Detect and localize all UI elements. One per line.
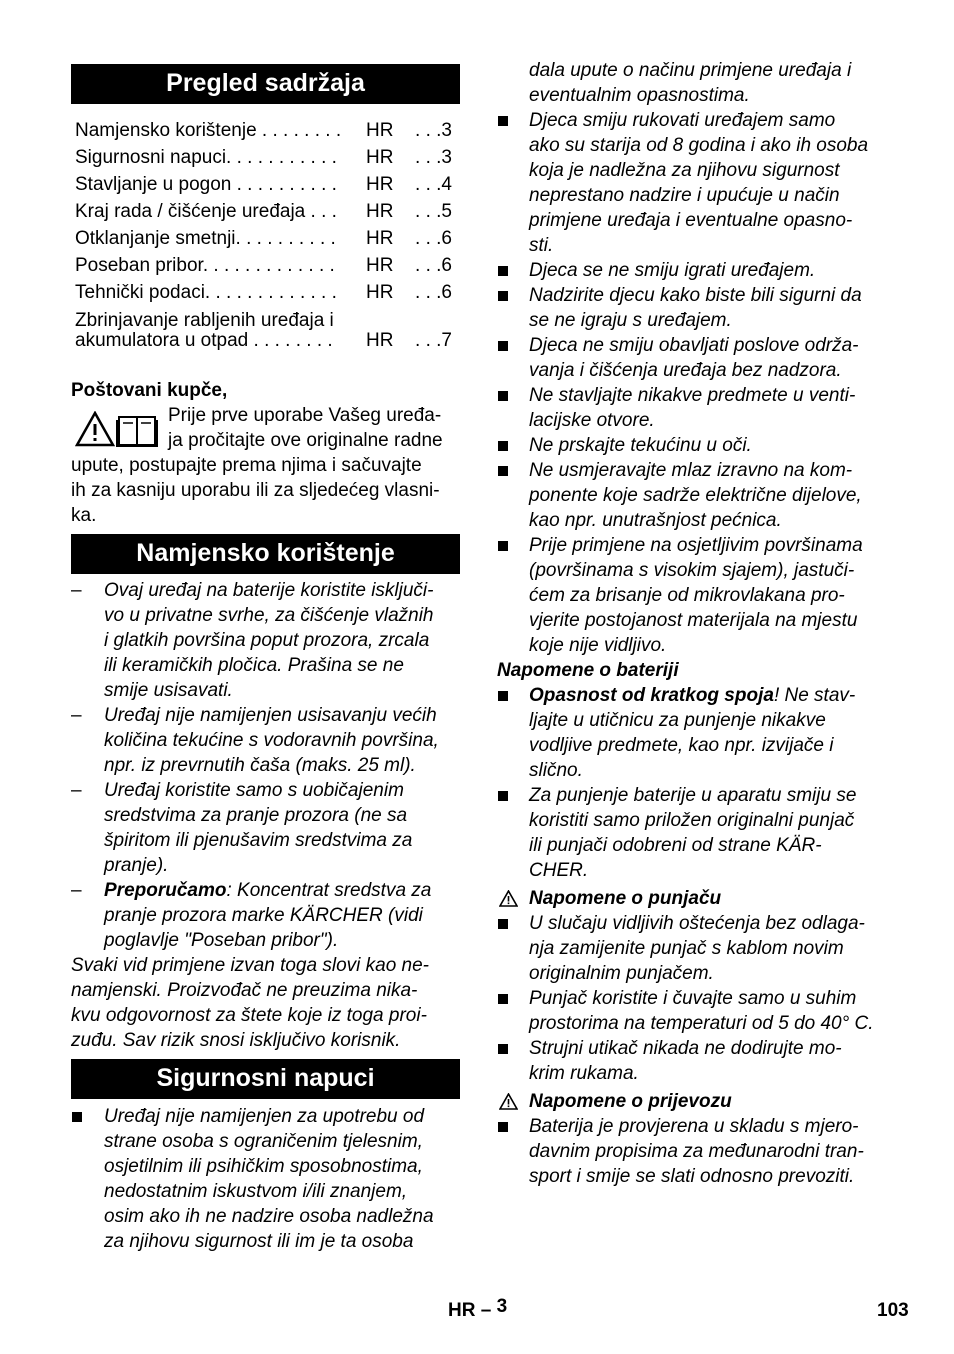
list-item-line: ili punjači odobreni od strane KÄR- (529, 835, 822, 856)
toc-entry-text: Tehnički podaci (75, 282, 205, 303)
toc-entry-text: Poseban pribor (75, 255, 203, 276)
list-item-line (529, 683, 855, 708)
toc-entry-text: Stavljanje u pogon (75, 174, 232, 195)
bullet-square (498, 391, 508, 401)
list-item-line: prostorima na temperaturi od 5 do 40° C. (529, 1013, 874, 1034)
toc-entry-text: Kraj rada / čišćenje uređaja (75, 201, 306, 222)
list-item-line: Baterija je provjerena u skladu s mjero- (529, 1116, 859, 1137)
list-item-line: nedostatnim iskustvom i/ili znanjem, (104, 1181, 408, 1202)
toc-entry-lang: HR (366, 201, 394, 222)
bullet-square (498, 691, 508, 701)
toc-entry-page: . . .4 (415, 174, 452, 195)
list-item-line: neprestano nadzire i upućuje u način (529, 185, 840, 206)
list-item-line: za njihovu sigurnost ili im je ta osoba (104, 1231, 414, 1252)
toc-entry-text: Namjensko korištenje (75, 120, 257, 141)
list-item-line: Uređaj nije namijenjen usisavanju većih (104, 705, 437, 726)
dash-bullet: – (71, 705, 82, 726)
toc-entry-dots: . . . . . . . . . . . (226, 147, 337, 168)
list-item-line: Za punjenje baterije u aparatu smiju se (529, 785, 857, 806)
list-item-line: npr. iz prevrnutih čaša (maks. 25 ml). (104, 755, 416, 776)
list-item-line: koristiti samo priložen originalni punjač (529, 810, 855, 831)
list-item-line: strane osoba s ograničenim tjelesnim, (104, 1131, 423, 1152)
toc-entry-dots: . . . . . . . . (256, 120, 342, 141)
list-item-text: ! Ne stav- (773, 685, 856, 706)
intro-line-4: ih za kasniju uporabu ili za sljedećeg vlasni- (71, 480, 440, 501)
intro-line-3: upute, postupajte prema njima i sačuvajte (71, 455, 422, 476)
bullet-square (72, 1112, 82, 1122)
toc-heading: Pregled sadržaja (71, 64, 460, 104)
footer-dash: – (480, 1300, 492, 1321)
warning-icon (499, 1093, 518, 1115)
toc-entry-text: akumulatora u otpad (75, 330, 249, 351)
battery-heading: Napomene o bateriji (497, 660, 679, 681)
list-item-line: U slučaju vidljivih oštećenja bez odlaga- (529, 913, 865, 934)
intro-line-5: ka. (71, 505, 97, 526)
toc-entry-dots: . . . . . . . . . . (235, 228, 336, 249)
toc-entry-page: . . .7 (415, 330, 452, 351)
list-item-line: originalnim punjačem. (529, 963, 714, 984)
list-item-line: Ne prskajte tekućinu u oči. (529, 435, 752, 456)
toc-entry-page: . . .6 (415, 228, 452, 249)
bullet-square (498, 116, 508, 126)
list-item-line: sport i smije se slati odnosno prevoziti. (529, 1166, 855, 1187)
list-item-line: vanja i čišćenja uređaja bez nadzora. (529, 360, 842, 381)
toc-entry-dots: . . . (305, 201, 337, 222)
list-item-line: Djeca smiju rukovati uređajem samo (529, 110, 836, 131)
toc-entry-text: Otklanjanje smetnji (75, 228, 236, 249)
list-item-line: sti. (529, 235, 554, 256)
list-item-line: (površinama s visokim sjajem), jastuči- (529, 560, 855, 581)
toc-entry-lang: HR (366, 228, 394, 249)
list-item-line (104, 878, 431, 903)
bullet-square (498, 1044, 508, 1054)
bullet-square (498, 266, 508, 276)
list-item-line: osim ako ih ne nadzire osoba nadležna (104, 1206, 434, 1227)
toc-entry-lang: HR (366, 174, 394, 195)
toc-entry-title (75, 202, 337, 222)
safety-heading: Sigurnosni napuci (71, 1059, 460, 1099)
list-item-line: davnim propisima za međunarodni tran- (529, 1141, 864, 1162)
toc-entry-title (75, 121, 341, 141)
list-item-line: kao npr. unutrašnjost pećnica. (529, 510, 782, 531)
list-item-line: Djeca ne smiju obavljati poslove održa- (529, 335, 859, 356)
dash-bullet: – (71, 880, 82, 901)
list-item-line: se ne igraju s uređajem. (529, 310, 732, 331)
list-item-line: ili keramičkih pločica. Prašina se ne (104, 655, 404, 676)
toc-entry-text: Sigurnosni napuci (75, 147, 227, 168)
toc-entry-page: . . .6 (415, 255, 452, 276)
bullet-square (498, 541, 508, 551)
list-item-line: krim rukama. (529, 1063, 639, 1084)
dash-bullet: – (71, 780, 82, 801)
list-item-line: količina tekućine s vodoravnih površina, (104, 730, 439, 751)
dash-bullet: – (71, 580, 82, 601)
emphasis: Opasnost od kratkog spoja (529, 685, 774, 706)
intro-line-2: ja pročitajte ove originalne radne (168, 430, 443, 451)
list-item-line: Nadzirite djecu kako biste bili sigurni da (529, 285, 862, 306)
bullet-square (498, 1122, 508, 1132)
toc-entry-title (75, 331, 333, 351)
toc-entry-page: . . .5 (415, 201, 452, 222)
bullet-square (498, 441, 508, 451)
list-item-line: Punjač koristite i čuvajte samo u suhim (529, 988, 857, 1009)
transport-heading: Napomene o prijevozu (529, 1091, 732, 1112)
list-item-line: pranje). (104, 855, 169, 876)
toc-entry-title (75, 283, 337, 303)
closing-line: zиđu. Sav rizik snosi isključivo korisnik. (71, 1030, 401, 1051)
bullet-square (498, 291, 508, 301)
list-item-line: ponente koje sadrže električne dijelove, (529, 485, 862, 506)
toc-entry-title (75, 229, 336, 249)
closing-line: Svaki vid primjene izvan toga slovi kao ne- (71, 955, 430, 976)
list-item-line: ljajte u utičnicu za punjenje nikakve (529, 710, 826, 731)
toc-entry-lang: HR (366, 120, 394, 141)
list-item-line: poglavlje "Poseban pribor"). (104, 930, 339, 951)
bullet-square (498, 919, 508, 929)
bullet-square (498, 791, 508, 801)
toc-entry-title: Zbrinjavanje rabljenih uređaja i (75, 310, 334, 331)
list-item-line: Ovaj uređaj na baterije koristite isključi- (104, 580, 434, 601)
list-item-line: Uređaj nije namijenjen za upotrebu od (104, 1106, 425, 1127)
list-item-line: vjerite postojanost materijala na mjestu (529, 610, 858, 631)
list-item-line: smije usisavati. (104, 680, 233, 701)
list-item-line: dala upute o načinu primjene uređaja i (529, 60, 852, 81)
bullet-square (498, 466, 508, 476)
list-item-line: Prije primjene na osjetljivim površinama (529, 535, 863, 556)
list-item-line: lacijske otvore. (529, 410, 655, 431)
toc-entry-lang: HR (366, 147, 394, 168)
list-item-line: osjetilnim ili psihičkim sposobnostima, (104, 1156, 423, 1177)
closing-line: namjenski. Proizvođač ne preuzima nika- (71, 980, 418, 1001)
intended-use-heading: Namjensko korištenje (71, 534, 460, 574)
list-item-line: i glatkih površina poput prozora, zrcala (104, 630, 430, 651)
emphasis: Preporučamo (104, 880, 227, 901)
toc-entry-lang: HR (366, 330, 394, 351)
list-item-line: primjene uređaja i eventualne opasno- (529, 210, 853, 231)
intro-line-1: Prije prve uporabe Vašeg uređa- (168, 405, 442, 426)
list-item-line: koje nije vidljivo. (529, 635, 667, 656)
list-item-line: vodljive predmete, kao npr. izvijače i (529, 735, 834, 756)
list-item-line: koja je nadležna za njihovu sigurnost (529, 160, 840, 181)
charger-heading: Napomene o punjaču (529, 888, 722, 909)
list-item-line: slično. (529, 760, 583, 781)
list-item-text: : Koncentrat sredstva za (226, 880, 432, 901)
list-item-line: ako su starija od 8 godina i ako ih osoba (529, 135, 869, 156)
list-item-line: CHER. (529, 860, 589, 881)
list-item-line: nja zamijenite punjač s kablom novim (529, 938, 844, 959)
footer-section (448, 1296, 508, 1322)
toc-entry-title (75, 175, 337, 195)
list-item-line: sredstvima za pranje prozora (ne sa (104, 805, 408, 826)
list-item-line: pranje prozora marke KÄRCHER (vidi (104, 905, 423, 926)
list-item-line: Ne stavljajte nikakve predmete u venti- (529, 385, 856, 406)
toc-entry-lang: HR (366, 255, 394, 276)
toc-entry-dots: . . . . . . . . (248, 330, 333, 351)
bullet-square (498, 341, 508, 351)
list-item-line: Ne usmjeravajte mlaz izravno na kom- (529, 460, 853, 481)
list-item-line: ćem za brisanje od mikrovlakana pro- (529, 585, 845, 606)
toc-entry-dots: . . . . . . . . . . . . . (202, 255, 335, 276)
list-item-line: špiritom ili pjenušavim sredstvima za (104, 830, 413, 851)
list-item-line: Uređaj koristite samo s uobičajenim (104, 780, 404, 801)
closing-line: kvu odgovornost za štete koje iz toga proi- (71, 1005, 427, 1026)
read-manual-warning-icon (75, 411, 161, 447)
bullet-square (498, 994, 508, 1004)
list-item-line: vo u privatne svrhe, za čišćenje vlažnih (104, 605, 434, 626)
greeting: Poštovani kupče, (71, 380, 228, 401)
toc-entry-page: . . .3 (415, 147, 452, 168)
list-item-line: Strujni utikač nikada ne dodirujte mo- (529, 1038, 842, 1059)
toc-entry-lang: HR (366, 282, 394, 303)
footer-lang: HR (448, 1300, 476, 1321)
toc-entry-dots: . . . . . . . . . . . . . (204, 282, 337, 303)
toc-entry-page: . . .3 (415, 120, 452, 141)
page-number: 103 (877, 1300, 909, 1321)
toc-entry-title (75, 256, 335, 276)
toc-entry-title (75, 148, 337, 168)
footer-section-page: 3 (496, 1296, 508, 1317)
toc-entry-dots: . . . . . . . . . . (231, 174, 337, 195)
list-item-line: eventualnim opasnostima. (529, 85, 750, 106)
list-item-line: Djeca se ne smiju igrati uređajem. (529, 260, 816, 281)
toc-entry-page: . . .6 (415, 282, 452, 303)
warning-icon (499, 890, 518, 912)
